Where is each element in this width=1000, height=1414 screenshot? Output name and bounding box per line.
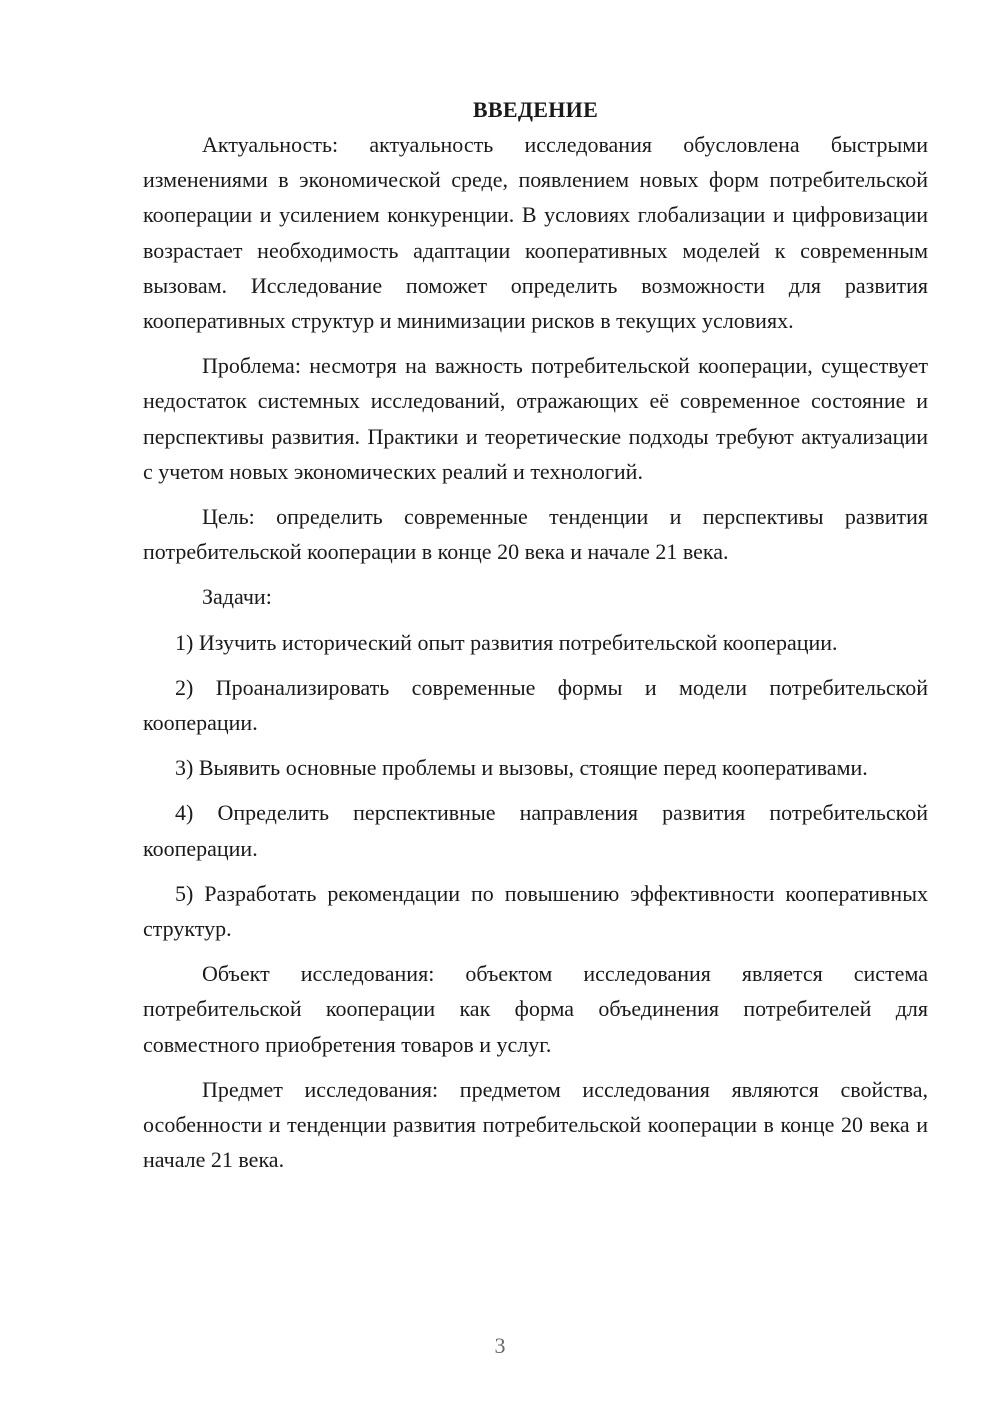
subject-paragraph: Предмет исследования: предметом исследования являются свойства, особенности и тенденции развития потребительской кооперации в конце 20 века и начале 21 века. xyxy=(143,1076,928,1173)
document-page xyxy=(143,92,928,1187)
task-item-1: 1) Изучить исторический опыт развития потребительской кооперации. xyxy=(175,629,838,655)
task-item-4: 4) Определить перспективные направления развития потребительской кооперации. xyxy=(143,800,928,861)
task-item-5: 5) Разработать рекомендации по повышению эффективности кооперативных структур. xyxy=(143,880,928,942)
goal-paragraph: Цель: определить современные тенденции и перспективы развития потребительской кооперации в конце 20 века и начале 21 века. xyxy=(143,504,928,565)
tasks-heading: Задачи: xyxy=(202,584,272,610)
relevance-paragraph: Актуальность: актуальность исследования обусловлена быстрыми изменениями в экономической среде, появлением новых форм потребительской кооперации и усилением конкуренции. В условиях глобализации и цифровизации возрастает необходимость адаптации кооперативных моделей к современным вызовам. Исследование поможет определить возможности для развития кооперативных структур и минимизации рисков в текущих условиях. xyxy=(143,132,928,334)
section-title: ВВЕДЕНИЕ xyxy=(472,97,599,122)
object-paragraph: Объект исследования: объектом исследования является система потребительской кооперации как форма объединения потребителей для совместного приобретения товаров и услуг. xyxy=(143,961,928,1057)
problem-paragraph: Проблема: несмотря на важность потребительской кооперации, существует недостаток системных исследований, отражающих её современное состояние и перспективы развития. Практики и теоретические подходы требуют актуализации с учетом новых экономических реалий и технологий. xyxy=(143,353,928,484)
task-item-2: 2) Проанализировать современные формы и модели потребительской кооперации. xyxy=(143,674,928,736)
page-number: 3 xyxy=(494,1333,506,1358)
task-item-3: 3) Выявить основные проблемы и вызовы, стоящие перед кооперативами. xyxy=(175,755,868,781)
